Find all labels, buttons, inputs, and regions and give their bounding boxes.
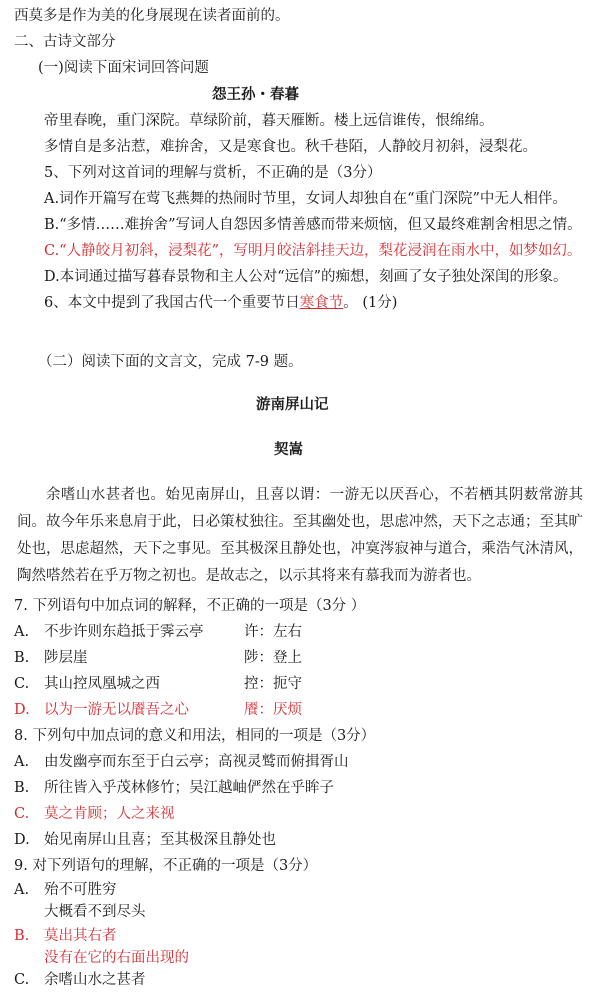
option-b-explain: 没有在它的右面出现的 — [44, 950, 189, 966]
option-a: A.词作开篇写在莺飞燕舞的热闹时节里，女词人却独自在“重门深院”中无人相伴。 — [44, 191, 567, 207]
option-c-text: 莫之肯顾；人之来视 — [44, 806, 175, 822]
option-b-text: 所往皆入乎茂林修竹；吴江越岫俨然在乎眸子 — [44, 780, 334, 796]
option-c-text: 余嗜山水之甚者 — [44, 972, 146, 988]
option-b-explain: 陟：登上 — [244, 650, 302, 666]
option-d: D.本词通过描写暮春景物和主人公对“远信”的痴想，刻画了女子独处深闺的形象。 — [44, 269, 568, 285]
option-a-label: A. — [14, 754, 30, 770]
option-d-text: 始见南屏山且喜；至其极深且静处也 — [44, 832, 276, 848]
question-6 — [44, 293, 397, 313]
question-7: 7. 下列语句中加点词的解释，不正确的一项是（3分 ） — [14, 598, 366, 614]
option-b-text: 莫出其右者 — [44, 928, 117, 944]
option-a-text: 殆不可胜穷 — [44, 882, 117, 898]
option-d-label: D. — [14, 702, 30, 718]
answer-text: 寒食节 — [299, 295, 344, 311]
question-9: 9. 对下列语句的理解，不正确的一项是（3分） — [14, 858, 318, 874]
option-a-explain: 许：左右 — [244, 624, 302, 640]
option-c-label: C. — [14, 806, 30, 822]
essay-author: 契嵩 — [274, 441, 303, 458]
option-c-explain: 控：扼守 — [244, 676, 302, 692]
essay-title: 游南屏山记 — [256, 396, 329, 413]
question-5: 5、下列对这首词的理解与赏析，不正确的是（3分） — [44, 165, 382, 181]
option-d-text: 以为一游无以餍吾之心 — [44, 702, 189, 718]
option-c-answer: C.“人静皎月初斜，浸梨花”，写明月皎洁斜挂天边，梨花浸润在雨水中，如梦如幻。 — [44, 243, 582, 259]
option-b-label: B. — [14, 650, 30, 666]
option-b-label: B. — [14, 780, 30, 796]
subsection-heading: （二）阅读下面的文言文，完成 7-9 题。 — [38, 354, 303, 370]
option-c-label: C. — [14, 972, 30, 988]
option-a-label: A. — [14, 624, 30, 640]
subsection-heading: (一)阅读下面宋词回答问题 — [38, 60, 209, 76]
poem-line: 多情自是多沾惹，难拚舍，又是寒食也。秋千巷陌，人静皎月初斜，浸梨花。 — [44, 139, 537, 155]
section-heading: 二、古诗文部分 — [14, 34, 116, 50]
option-c-text: 其山控凤凰城之西 — [44, 676, 160, 692]
essay-body: 余嗜山水甚者也。始见南屏山，且喜以谓：一游无以厌吾心，不若栖其阴薮常游其间。故今年乐来息肩于此，日必策杖独往。至其幽处也，思虑冲然，天下之志通；至其旷处也，思虑超然，天下之事见。至其极深且静处也，冲寞涔寂神与道合，乘浩气沐清风，陶然嗒然若在乎万物之初也。是故志之，以示其将来有慕我而为游者也。 — [17, 487, 583, 584]
poem-title: 怨王孙・春暮 — [212, 86, 299, 103]
question-6-score: 。 (1分) — [343, 295, 398, 311]
option-a-explain: 大概看不到尽头 — [44, 904, 146, 920]
question-6-text: 6、本文中提到了我国古代一个重要节日 — [44, 295, 300, 311]
question-8: 8. 下列句中加点词的意义和用法，相同的一项是（3分） — [14, 728, 376, 744]
option-b: B.“多情……难拚舍”写词人自怨因多情善感而带来烦恼，但又最终难割舍相思之情。 — [44, 217, 582, 233]
intro-line: 西莫多是作为美的化身展现在读者面前的。 — [14, 8, 290, 24]
option-a-text: 不步许则东趋抵于霁云亭 — [44, 624, 204, 640]
option-d-label: D. — [14, 832, 30, 848]
option-c-label: C. — [14, 676, 30, 692]
option-a-label: A. — [14, 882, 30, 898]
option-b-label: B. — [14, 928, 30, 944]
option-b-text: 陟层崖 — [44, 650, 88, 666]
option-a-text: 由发幽亭而东至于白云亭；高视灵鹫而俯揖胥山 — [44, 754, 349, 770]
poem-line: 帝里春晚，重门深院。草绿阶前，暮天雁断。楼上远信谁传，恨绵绵。 — [44, 113, 494, 129]
option-d-explain: 餍：厌烦 — [244, 702, 302, 718]
